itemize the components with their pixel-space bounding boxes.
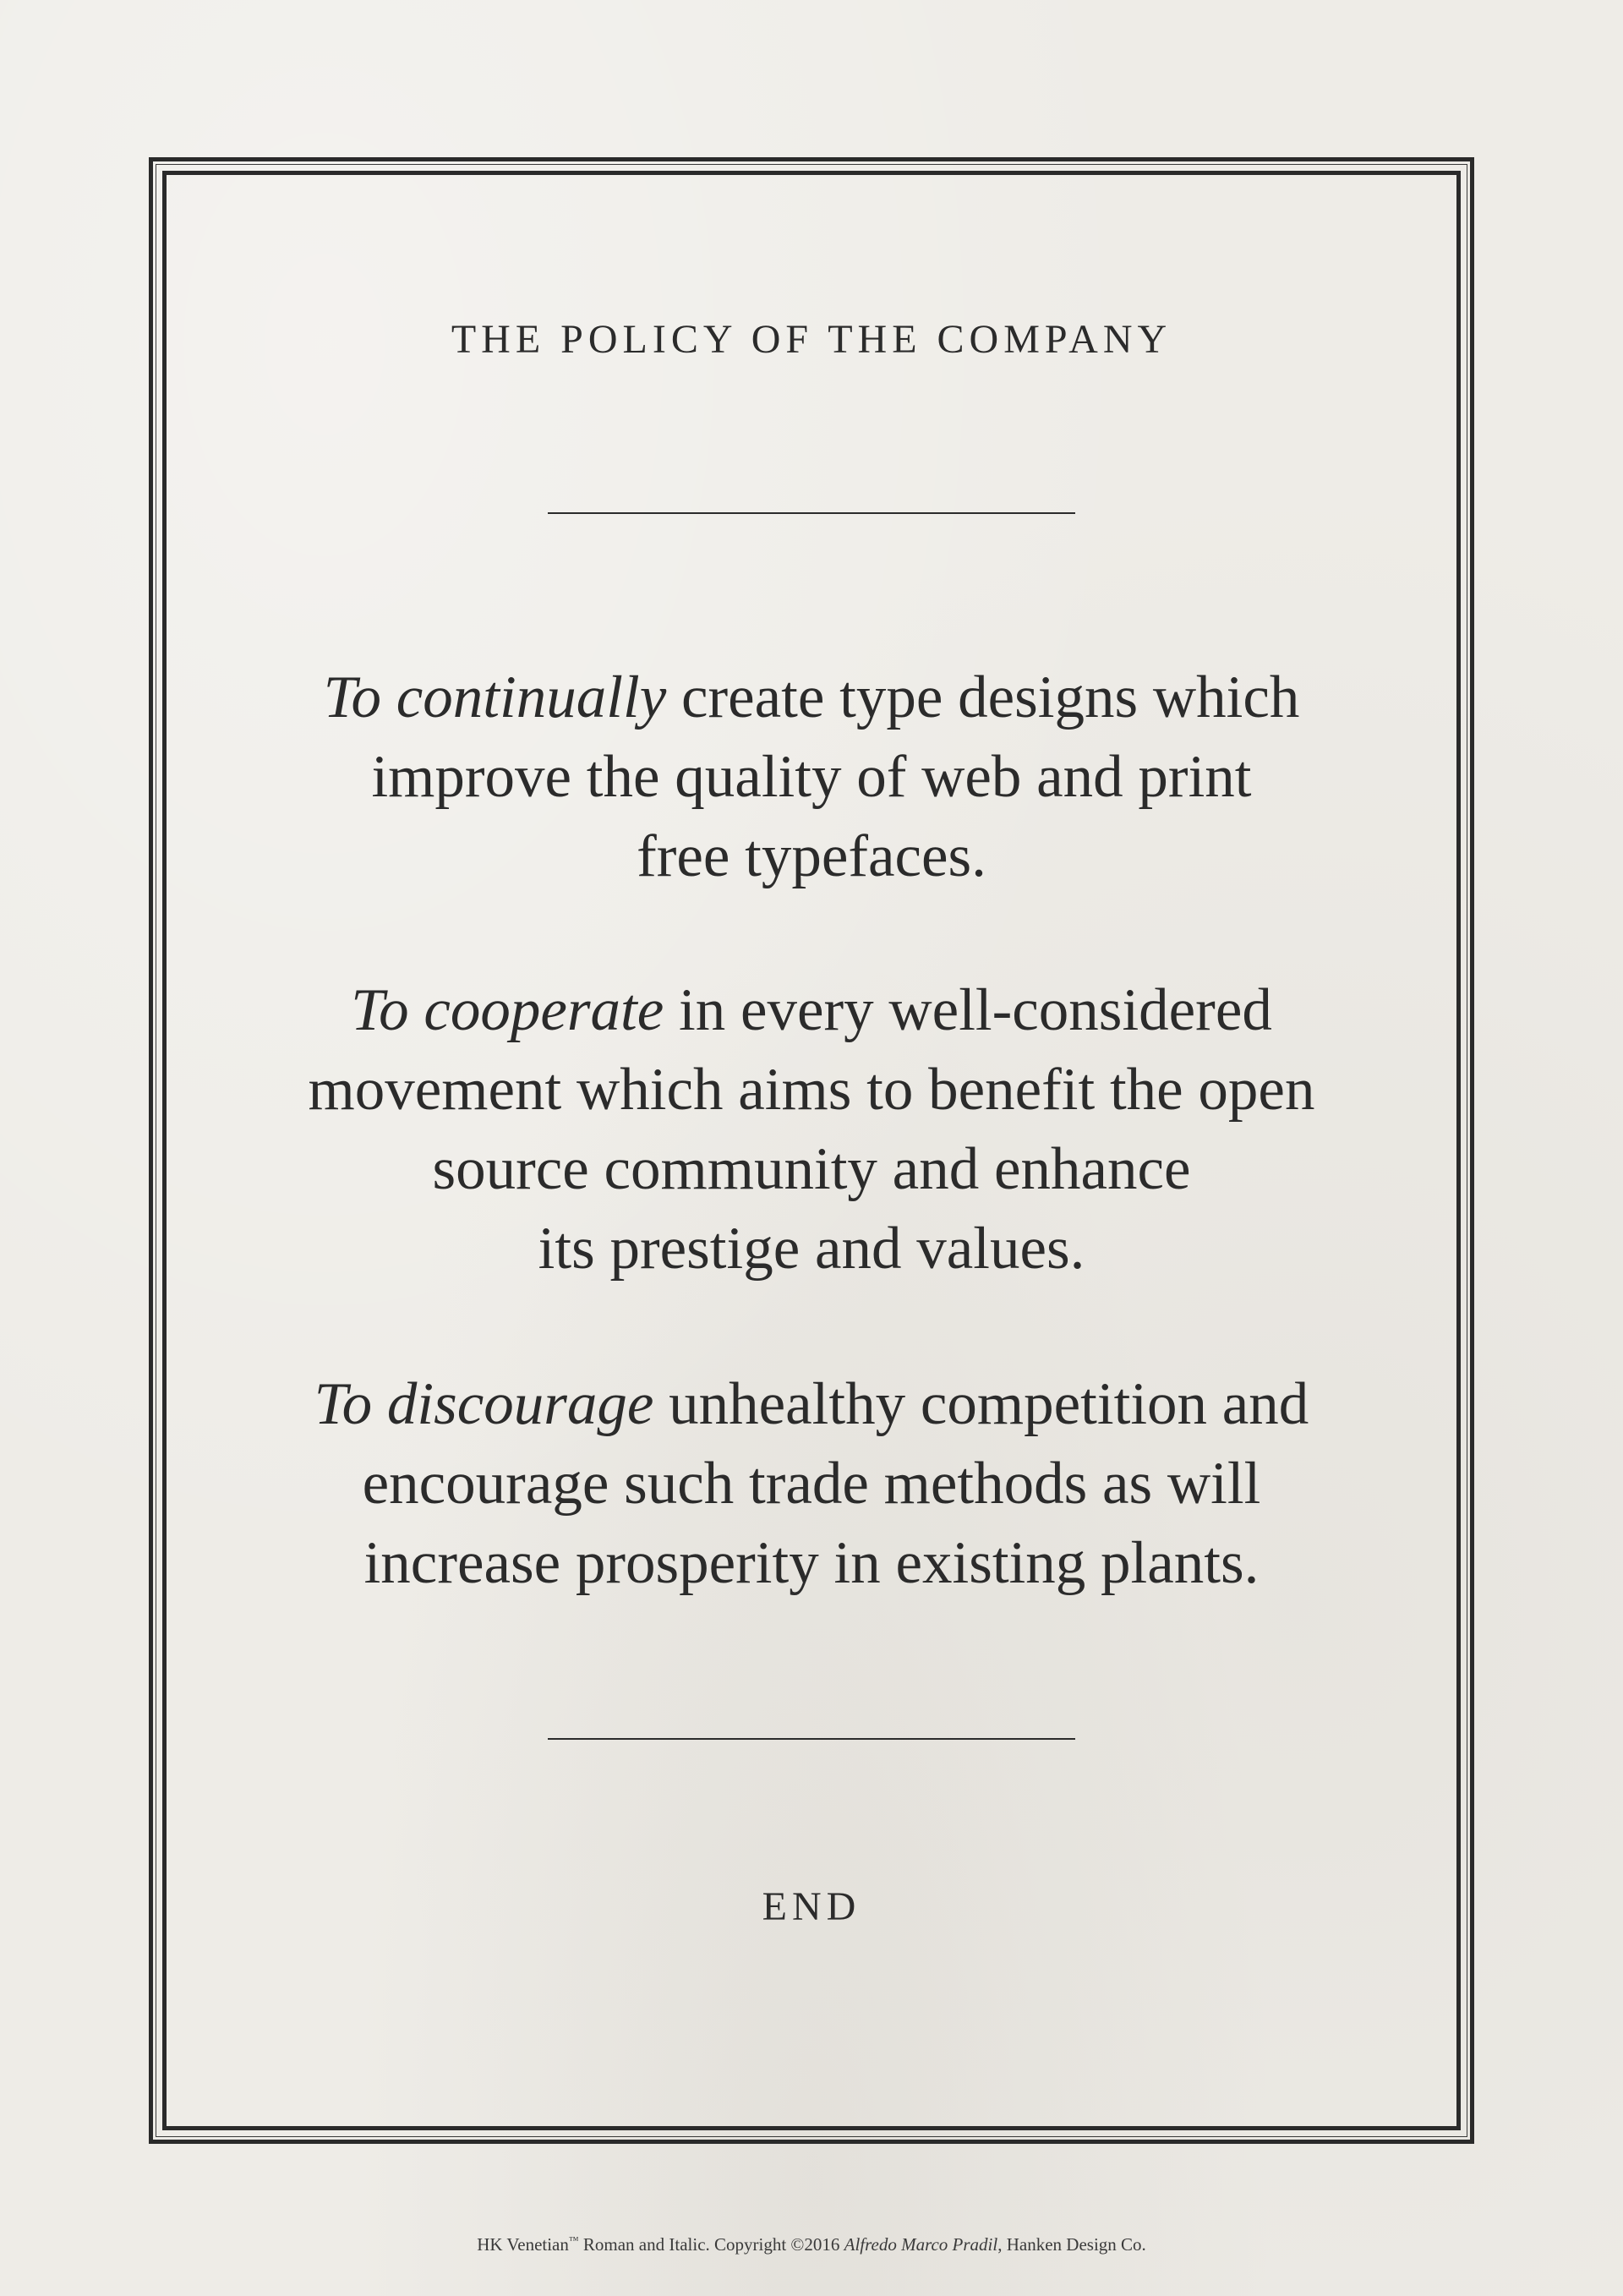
top-divider (548, 512, 1075, 514)
policy-line: encourage such trade methods as will (362, 1451, 1261, 1517)
policy-line: increase prosperity in existing plants. (363, 1530, 1260, 1596)
copyright-footer (0, 2228, 1623, 2256)
page-title: THE POLICY OF THE COMPANY (451, 317, 1172, 362)
footer-font-name: HK Venetian (477, 2234, 569, 2255)
policy-paragraph-1 (0, 658, 1623, 896)
bottom-divider (548, 1738, 1075, 1740)
policy-line (0, 970, 1623, 1050)
policy-emphasis: To cooperate (351, 977, 664, 1043)
policy-line: source community and enhance (432, 1136, 1191, 1202)
policy-line: its prestige and values. (538, 1216, 1085, 1282)
policy-line: movement which aims to benefit the open (308, 1057, 1315, 1123)
trademark-mark: ™ (568, 2234, 579, 2246)
policy-text: create type designs which (666, 664, 1300, 730)
policy-text: unhealthy competition and (653, 1371, 1309, 1437)
policy-line: free typefaces. (637, 823, 986, 889)
policy-emphasis: To discourage (314, 1371, 654, 1437)
end-label: END (762, 1884, 861, 1929)
policy-line (0, 1364, 1623, 1444)
policy-emphasis: To continually (323, 664, 667, 730)
policy-text: in every well-considered (664, 977, 1272, 1043)
policy-line: improve the quality of web and print (371, 744, 1252, 810)
policy-line (0, 658, 1623, 737)
policy-paragraph-2 (0, 970, 1623, 1288)
footer-copyright-text: Roman and Italic. Copyright ©2016 (578, 2234, 844, 2255)
footer-company: , Hanken Design Co. (997, 2234, 1146, 2255)
footer-author: Alfredo Marco Pradil (844, 2234, 998, 2255)
policy-paragraph-3 (0, 1364, 1623, 1603)
